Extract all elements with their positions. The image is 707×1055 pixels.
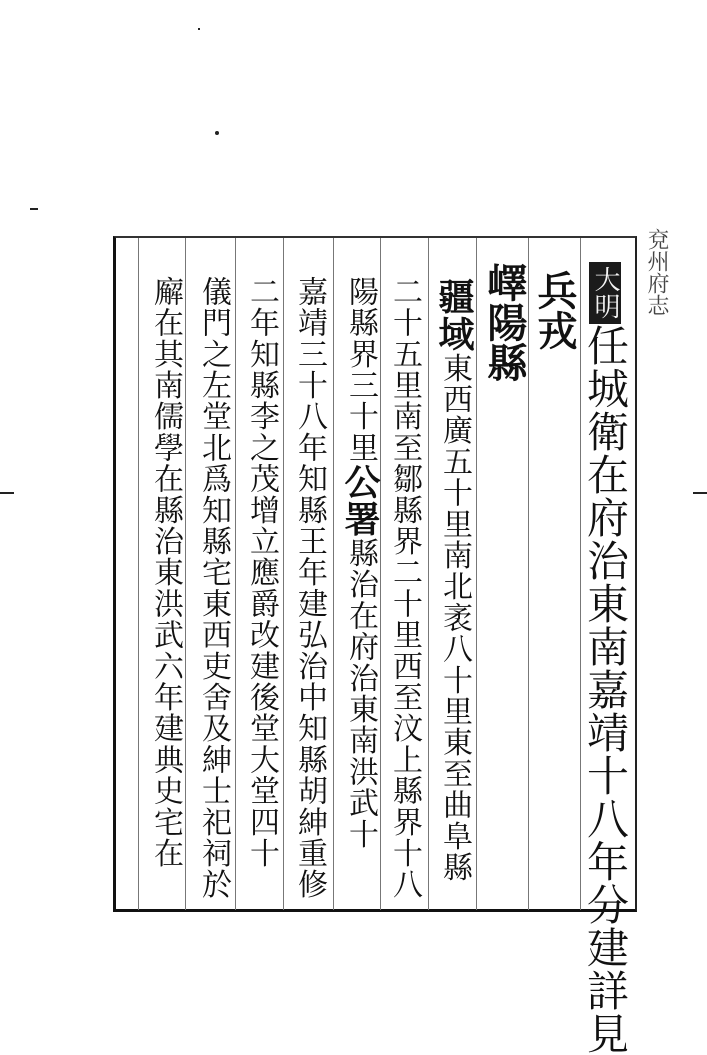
spine-label: 兗州府志 (644, 228, 669, 316)
heading-stamp: 大明 (589, 262, 621, 324)
text-column-4 (433, 278, 475, 883)
scan-speck (30, 208, 38, 210)
column-text: 東西廣五十里南北袤八十里東至曲阜縣 (437, 352, 472, 883)
section-heading: 兵戎 (531, 270, 578, 350)
column-text: 任城衛在府治東南嘉靖十八年分建詳見 (581, 324, 630, 1055)
column-rule (185, 238, 186, 910)
column-rule (138, 238, 139, 910)
section-head-word: 疆域 (433, 278, 475, 353)
text-column-9: 二年知縣李之茂增立應爵改建後堂大堂四十 (244, 276, 279, 869)
scan-edge-mark-right (693, 492, 707, 494)
column-text: 縣治在府治東南洪武十 (343, 537, 378, 850)
column-rule (333, 238, 334, 910)
scan-speck (198, 28, 200, 30)
column-rule (528, 238, 529, 910)
text-column-1 (581, 262, 630, 1055)
column-rule (380, 238, 381, 910)
text-column-8: 嘉靖三十八年知縣王年建弘治中知縣胡紳重修 (292, 276, 327, 900)
page-spine (637, 226, 691, 926)
column-rule (428, 238, 429, 910)
text-column-7 (339, 276, 381, 850)
scan-edge-mark-left (0, 492, 14, 494)
county-heading: 嶧陽縣 (481, 262, 528, 382)
text-column-10: 儀門之左堂北爲知縣宅東西吏舍及紳士祀祠於 (196, 276, 231, 900)
text-column-11: 廨在其南儒學在縣治東洪武六年建典史宅在 (148, 276, 183, 869)
column-text: 陽縣界三十里 (343, 276, 378, 464)
text-column-5: 二十五里南至鄒縣界二十里西至汶上縣界十八 (387, 276, 422, 900)
column-rule (235, 238, 236, 910)
scan-speck (215, 131, 219, 135)
column-rule (476, 238, 477, 910)
column-rule (283, 238, 284, 910)
section-head-word: 公署 (339, 463, 381, 538)
